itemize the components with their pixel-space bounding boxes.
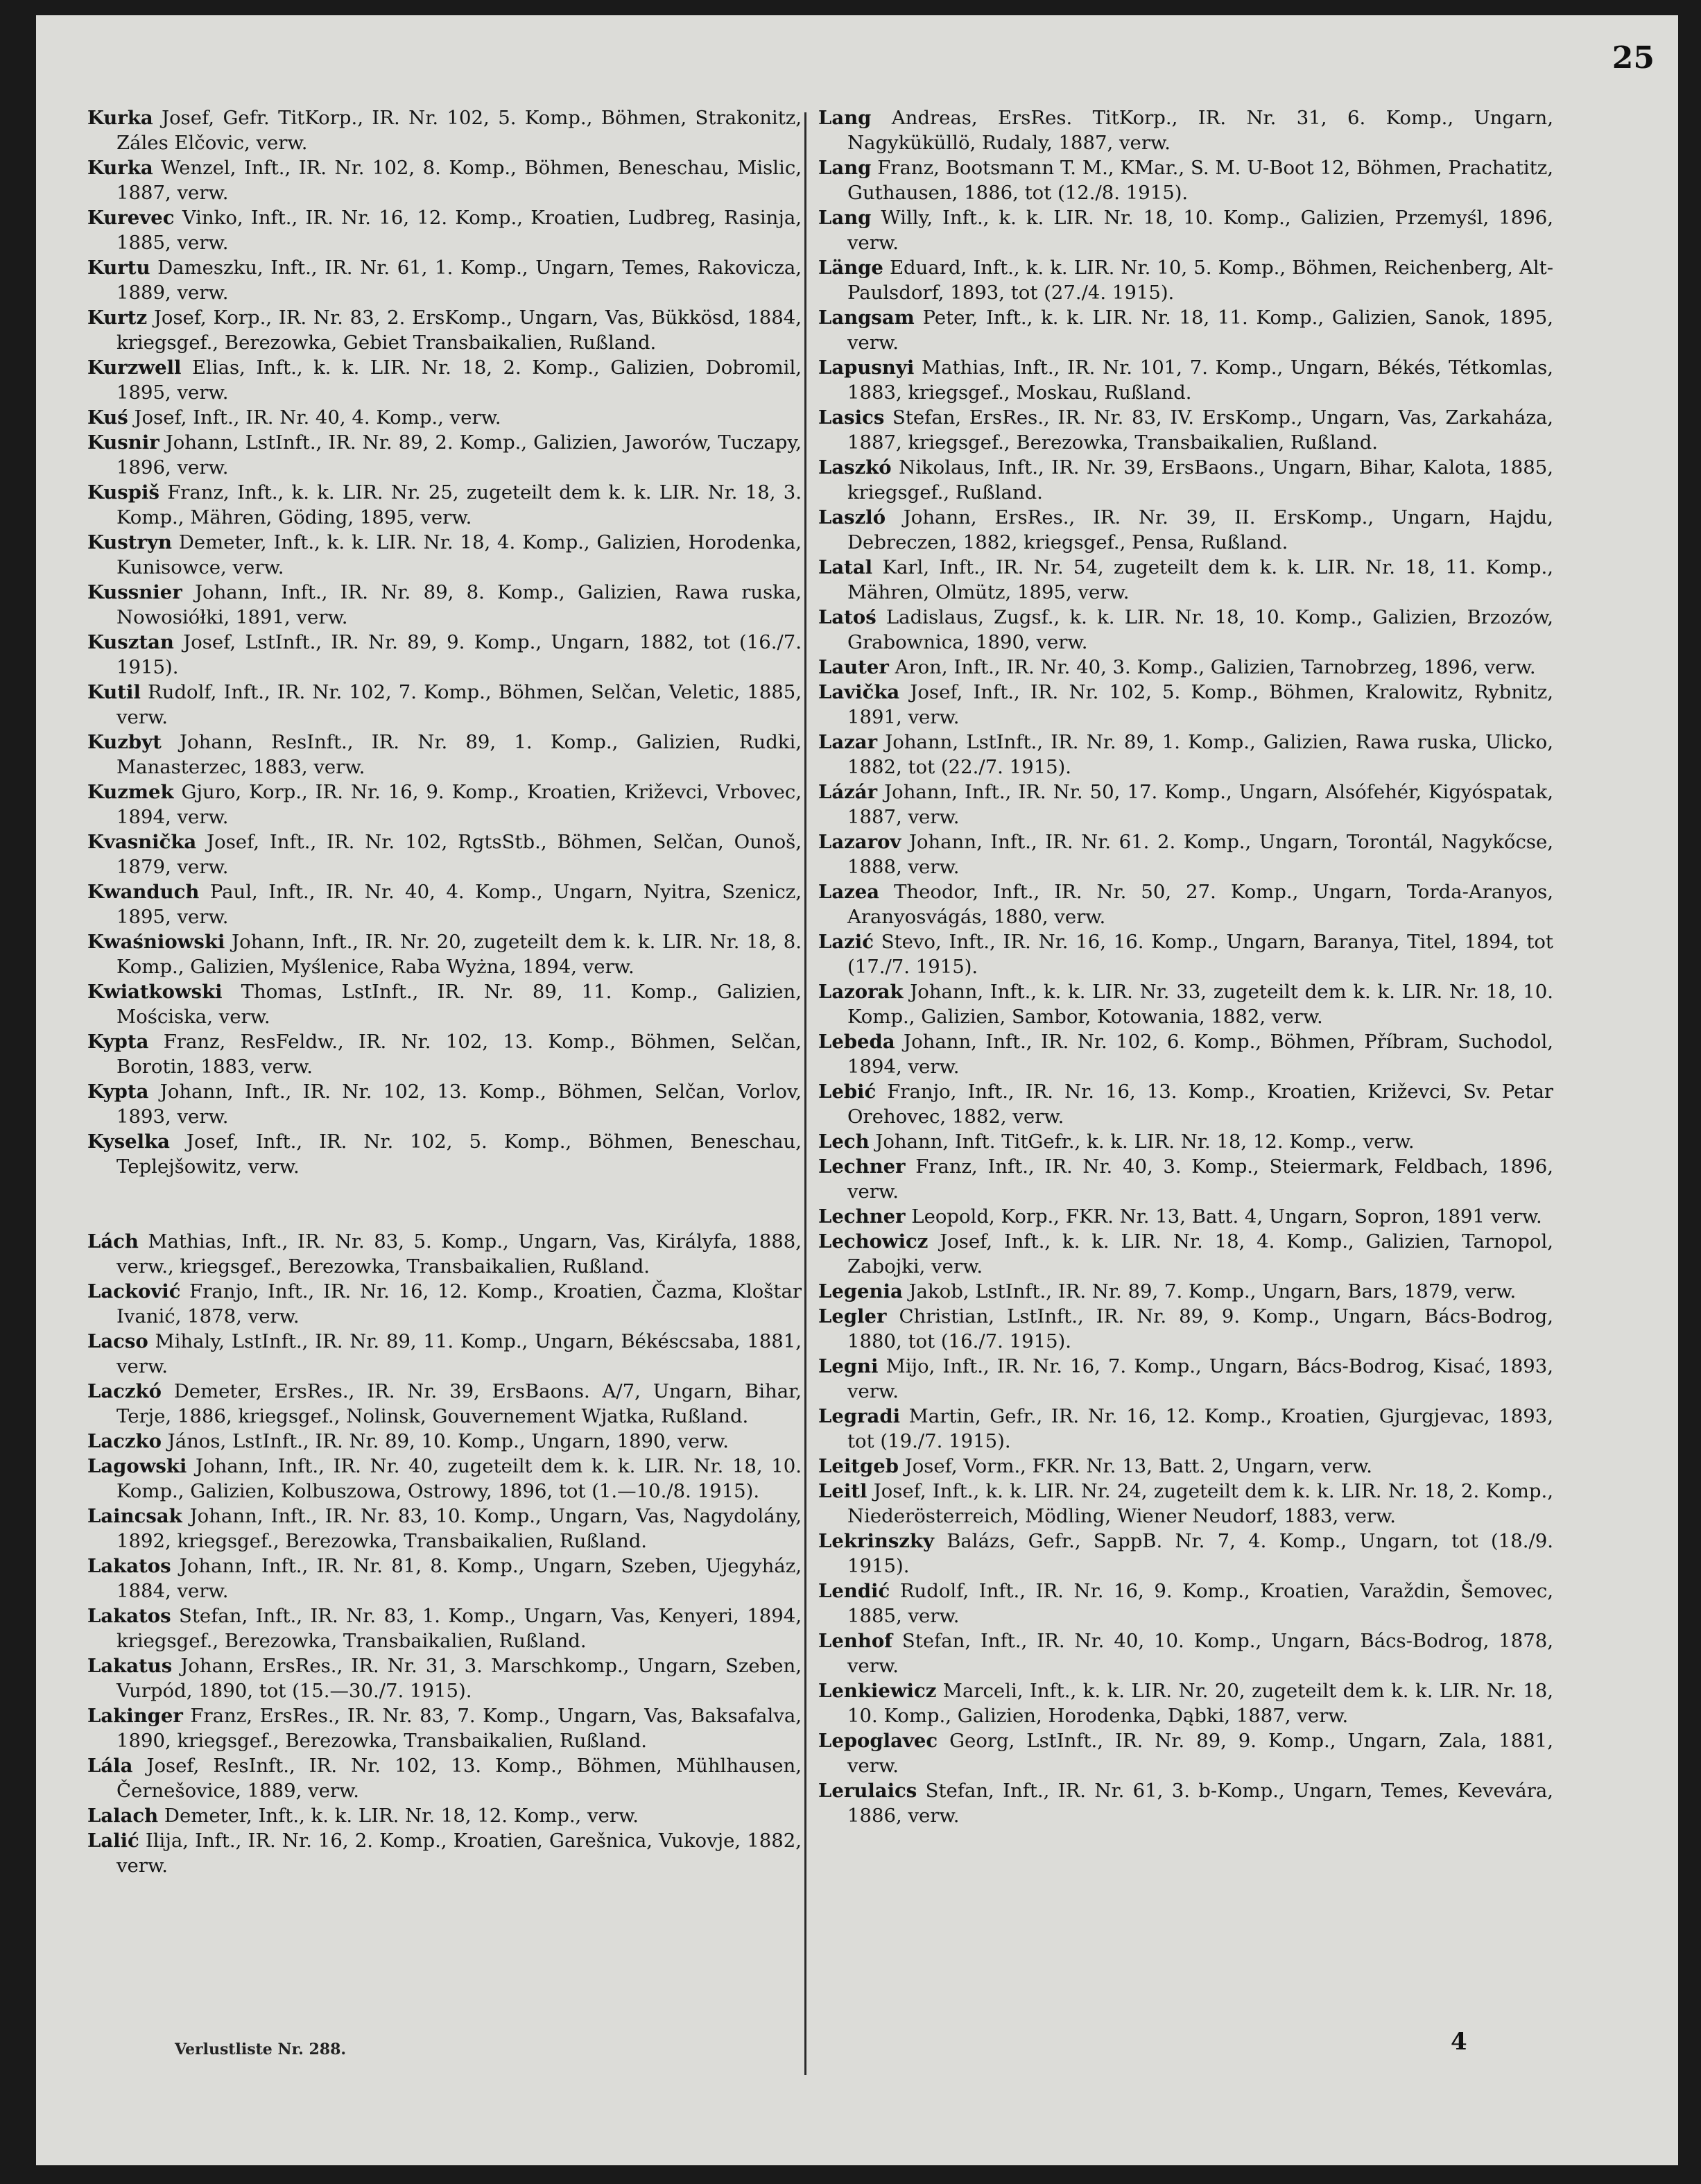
entry-surname: Lechner — [818, 1205, 906, 1228]
entry-surname: Kustryn — [87, 531, 172, 553]
entry-details: Johann, Inft., IR. Nr. 40, zugeteilt dem k. k. LIR. Nr. 18, 10. Komp., Galizien, Kolbuszowa, Ostrowy, 1896, tot (1.—10./8. 1915). — [116, 1455, 802, 1502]
entry-surname: Lauter — [818, 656, 889, 678]
entry-surname: Lapusnyi — [818, 356, 915, 379]
list-entry — [818, 255, 1553, 305]
list-entry — [818, 1129, 1553, 1154]
entry-details: Willy, Inft., k. k. LIR. Nr. 18, 10. Komp., Galizien, Przemyśl, 1896, verw. — [847, 207, 1553, 254]
list-entry — [818, 1678, 1553, 1728]
entry-surname: Kvasnička — [87, 831, 197, 853]
entry-details: Franz, ResFeldw., IR. Nr. 102, 13. Komp., Böhmen, Selčan, Borotin, 1883, verw. — [116, 1031, 802, 1078]
entry-surname: Kyselka — [87, 1130, 170, 1153]
list-entry — [818, 505, 1553, 555]
entry-surname: Kurevec — [87, 207, 175, 229]
entry-surname: Laszló — [818, 506, 886, 528]
entry-details: Demeter, Inft., k. k. LIR. Nr. 18, 4. Komp., Galizien, Horodenka, Kunisowce, verw. — [116, 531, 802, 578]
entry-surname: Laincsak — [87, 1505, 182, 1527]
list-entry — [87, 580, 802, 630]
entry-surname: Lazea — [818, 881, 880, 903]
entry-surname: Lakatos — [87, 1555, 171, 1577]
entry-details: Johann, Inft., IR. Nr. 61. 2. Komp., Ungarn, Torontál, Nagykőcse, 1888, verw. — [847, 831, 1553, 878]
page-number: 25 — [1612, 40, 1655, 76]
entry-details: Johann, Inft., IR. Nr. 20, zugeteilt dem k. k. LIR. Nr. 18, 8. Komp., Galizien, Myślenice, Raba Wyżna, 1894, verw. — [116, 931, 802, 978]
entry-surname: Kypta — [87, 1081, 149, 1103]
entry-surname: Kurtu — [87, 257, 150, 279]
list-entry — [818, 405, 1553, 455]
list-entry — [818, 1728, 1553, 1778]
entry-surname: Lechner — [818, 1155, 906, 1178]
entry-details: Josef, LstInft., IR. Nr. 89, 9. Komp., Ungarn, 1882, tot (16./7. 1915). — [116, 631, 802, 678]
list-entry — [818, 680, 1553, 730]
entry-details: Johann, Inft., IR. Nr. 102, 6. Komp., Böhmen, Příbram, Suchodol, 1894, verw. — [847, 1031, 1553, 1078]
entry-surname: Lakinger — [87, 1705, 183, 1727]
entry-surname: Kurka — [87, 157, 153, 179]
entry-surname: Lendić — [818, 1580, 890, 1602]
entry-surname: Kusztan — [87, 631, 174, 653]
entry-details: Franz, Bootsmann T. M., KMar., S. M. U-Boot 12, Böhmen, Prachatitz, Guthausen, 1886, tot (12./8. 1915). — [847, 157, 1553, 204]
list-entry — [818, 1304, 1553, 1354]
list-entry — [87, 780, 802, 829]
entry-details: Stefan, Inft., IR. Nr. 83, 1. Komp., Ungarn, Vas, Kenyeri, 1894, kriegsgef., Berezowka, Transbaikalien, Rußland. — [116, 1605, 802, 1652]
list-entry — [818, 1479, 1553, 1529]
list-entry — [818, 605, 1553, 655]
signature-mark: 4 — [1451, 2028, 1467, 2056]
list-entry — [818, 355, 1553, 405]
entry-surname: Kwanduch — [87, 881, 200, 903]
list-entry — [818, 305, 1553, 355]
entry-surname: Lerulaics — [818, 1780, 917, 1802]
entry-surname: Legradi — [818, 1405, 901, 1427]
left-column — [87, 105, 802, 1878]
entry-surname: Länge — [818, 257, 883, 279]
entry-details: Demeter, Inft., k. k. LIR. Nr. 18, 12. Komp., verw. — [158, 1805, 639, 1827]
list-entry — [87, 1279, 802, 1329]
list-entry — [818, 1229, 1553, 1279]
entry-details: Josef, Korp., IR. Nr. 83, 2. ErsKomp., Ungarn, Vas, Bükkösd, 1884, kriegsgef., Berezowka, Gebiet Transbaikalien, Rußland. — [116, 307, 802, 354]
entry-details: Martin, Gefr., IR. Nr. 16, 12. Komp., Kroatien, Gjurgjevac, 1893, tot (19./7. 1915). — [847, 1405, 1553, 1452]
entry-details: Paul, Inft., IR. Nr. 40, 4. Komp., Ungarn, Nyitra, Szenicz, 1895, verw. — [116, 881, 802, 928]
list-entry — [87, 480, 802, 530]
entry-details: Wenzel, Inft., IR. Nr. 102, 8. Komp., Böhmen, Beneschau, Mislic, 1887, verw. — [116, 157, 802, 204]
list-entry — [818, 155, 1553, 205]
entry-surname: Kusnir — [87, 431, 159, 454]
entry-details: Mathias, Inft., IR. Nr. 101, 7. Komp., Ungarn, Békés, Tétkomlas, 1883, kriegsgef., Moskau, Rußland. — [847, 356, 1553, 404]
entry-surname: Kuś — [87, 406, 128, 429]
entry-details: Johann, LstInft., IR. Nr. 89, 2. Komp., Galizien, Jaworów, Tuczapy, 1896, verw. — [116, 431, 802, 479]
entry-details: Ladislaus, Zugsf., k. k. LIR. Nr. 18, 10. Komp., Galizien, Brzozów, Grabownica, 1890, verw. — [847, 606, 1553, 653]
list-entry — [87, 1653, 802, 1703]
list-entry — [87, 680, 802, 730]
list-entry — [818, 730, 1553, 780]
entry-details: Rudolf, Inft., IR. Nr. 102, 7. Komp., Böhmen, Selčan, Veletic, 1885, verw. — [116, 681, 802, 728]
entry-details: Johann, ErsRes., IR. Nr. 31, 3. Marschkomp., Ungarn, Szeben, Vurpód, 1890, tot (15.—30./7. 1915). — [116, 1655, 802, 1702]
entry-surname: Lacković — [87, 1280, 181, 1302]
list-entry — [87, 1029, 802, 1079]
entry-surname: Kuspiš — [87, 481, 159, 504]
list-entry — [87, 305, 802, 355]
list-entry — [87, 1828, 802, 1878]
list-entry — [87, 530, 802, 580]
entry-details: Josef, Inft., k. k. LIR. Nr. 24, zugeteilt dem k. k. LIR. Nr. 18, 2. Komp., Niederösterreich, Mödling, Wiener Neudorf, 1883, verw. — [847, 1480, 1553, 1527]
entry-details: Johann, Inft., IR. Nr. 89, 8. Komp., Galizien, Rawa ruska, Nowosiółki, 1891, verw. — [116, 581, 802, 628]
list-entry — [87, 1129, 802, 1179]
entry-surname: Kwaśniowski — [87, 931, 225, 953]
entry-surname: Legenia — [818, 1280, 903, 1302]
entry-details: Franz, Inft., IR. Nr. 40, 3. Komp., Steiermark, Feldbach, 1896, verw. — [847, 1155, 1553, 1203]
entry-surname: Lazić — [818, 931, 874, 953]
entry-details: Franjo, Inft., IR. Nr. 16, 12. Komp., Kroatien, Čazma, Kloštar Ivanić, 1878, verw. — [116, 1280, 802, 1327]
entry-details: Marceli, Inft., k. k. LIR. Nr. 20, zugeteilt dem k. k. LIR. Nr. 18, 10. Komp., Galizien, Horodenka, Dąbki, 1887, verw. — [847, 1680, 1553, 1727]
list-entry — [818, 1628, 1553, 1678]
list-entry — [87, 929, 802, 979]
list-entry — [87, 205, 802, 255]
list-entry — [87, 405, 802, 430]
entry-surname: Lang — [818, 157, 872, 179]
list-entry — [818, 1354, 1553, 1404]
entry-details: Vinko, Inft., IR. Nr. 16, 12. Komp., Kroatien, Ludbreg, Rasinja, 1885, verw. — [116, 207, 802, 254]
entry-details: Elias, Inft., k. k. LIR. Nr. 18, 2. Komp., Galizien, Dobromil, 1895, verw. — [116, 356, 802, 404]
entry-surname: Lenkiewicz — [818, 1680, 937, 1702]
list-entry — [818, 829, 1553, 879]
entry-surname: Kwiatkowski — [87, 981, 223, 1003]
entry-details: Josef, Inft., IR. Nr. 102, RgtsStb., Böhmen, Selčan, Ounoš, 1879, verw. — [116, 831, 802, 878]
list-entry — [87, 1603, 802, 1653]
entry-details: Johann, Inft., k. k. LIR. Nr. 33, zugeteilt dem k. k. LIR. Nr. 18, 10. Komp., Galizien, Sambor, Kotowania, 1882, verw. — [847, 981, 1553, 1028]
entry-surname: Lacso — [87, 1330, 148, 1352]
entry-surname: Kurtz — [87, 307, 148, 329]
list-entry — [818, 205, 1553, 255]
entry-details: Josef, ResInft., IR. Nr. 102, 13. Komp., Böhmen, Mühlhausen, Černešovice, 1889, verw. — [116, 1755, 802, 1802]
right-column — [818, 105, 1553, 1828]
list-entry — [87, 1079, 802, 1129]
entry-surname: Lang — [818, 207, 872, 229]
entry-details: Johann, Inft., IR. Nr. 102, 13. Komp., Böhmen, Selčan, Vorlov, 1893, verw. — [116, 1081, 802, 1128]
entry-surname: Lech — [818, 1130, 870, 1153]
list-entry — [87, 630, 802, 680]
list-entry — [87, 1229, 802, 1279]
list-entry — [87, 1504, 802, 1554]
entry-surname: Lázár — [818, 781, 878, 803]
list-entry — [818, 1154, 1553, 1204]
document-page — [36, 15, 1678, 2165]
entry-details: Karl, Inft., IR. Nr. 54, zugeteilt dem k. k. LIR. Nr. 18, 11. Komp., Mähren, Olmütz, 1895, verw. — [847, 556, 1553, 603]
list-entry — [87, 829, 802, 879]
entry-details: Aron, Inft., IR. Nr. 40, 3. Komp., Galizien, Tarnobrzeg, 1896, verw. — [888, 656, 1536, 678]
entry-details: Josef, Vorm., FKR. Nr. 13, Batt. 2, Ungarn, verw. — [898, 1455, 1372, 1477]
entry-details: Johann, LstInft., IR. Nr. 89, 1. Komp., Galizien, Rawa ruska, Ulicko, 1882, tot (22./7. 1915). — [847, 731, 1553, 778]
entry-details: Josef, Inft., IR. Nr. 40, 4. Komp., verw. — [128, 406, 501, 429]
entry-details: Johann, Inft., IR. Nr. 81, 8. Komp., Ungarn, Szeben, Ujegyház, 1884, verw. — [116, 1555, 802, 1602]
entry-details: Johann, Inft. TitGefr., k. k. LIR. Nr. 18, 12. Komp., verw. — [869, 1130, 1415, 1153]
list-entry — [87, 1753, 802, 1803]
entry-details: Mijo, Inft., IR. Nr. 16, 7. Komp., Ungarn, Bács-Bodrog, Kisać, 1893, verw. — [847, 1355, 1553, 1402]
entry-details: Eduard, Inft., k. k. LIR. Nr. 10, 5. Komp., Böhmen, Reichenberg, Alt-Paulsdorf, 1893, tot (27./4. 1915). — [847, 257, 1553, 304]
list-entry — [818, 105, 1553, 155]
list-entry — [87, 105, 802, 155]
entry-details: Josef, Inft., IR. Nr. 102, 5. Komp., Böhmen, Kralowitz, Rybnitz, 1891, verw. — [847, 681, 1553, 728]
entry-surname: Leitgeb — [818, 1455, 899, 1477]
list-entry — [818, 1454, 1553, 1479]
entry-details: Franz, ErsRes., IR. Nr. 83, 7. Komp., Ungarn, Vas, Baksafalva, 1890, kriegsgef., Berezowka, Transbaikalien, Rußland. — [116, 1705, 802, 1752]
list-entry — [818, 929, 1553, 979]
entry-surname: Lenhof — [818, 1630, 892, 1652]
entry-details: Mathias, Inft., IR. Nr. 83, 5. Komp., Ungarn, Vas, Királyfa, 1888, verw., kriegsgef., Berezowka, Transbaikalien, Rußland. — [116, 1230, 802, 1278]
entry-surname: Kussnier — [87, 581, 182, 603]
entry-details: Stevo, Inft., IR. Nr. 16, 16. Komp., Ungarn, Baranya, Titel, 1894, tot (17./7. 1915). — [847, 931, 1553, 978]
list-entry — [87, 430, 802, 480]
list-entry — [818, 1279, 1553, 1304]
entry-surname: Lebić — [818, 1081, 877, 1103]
entry-surname: Lechowicz — [818, 1230, 929, 1253]
list-entry — [87, 1329, 802, 1379]
entry-details: Thomas, LstInft., IR. Nr. 89, 11. Komp., Galizien, Mościska, verw. — [116, 981, 802, 1028]
entry-details: Johann, ErsRes., IR. Nr. 39, II. ErsKomp., Ungarn, Hajdu, Debreczen, 1882, kriegsgef., Pensa, Rußland. — [847, 506, 1553, 553]
entry-details: Stefan, Inft., IR. Nr. 61, 3. b-Komp., Ungarn, Temes, Kevevára, 1886, verw. — [847, 1780, 1553, 1827]
entry-details: Johann, ResInft., IR. Nr. 89, 1. Komp., Galizien, Rudki, Manasterzec, 1883, verw. — [116, 731, 802, 778]
list-entry — [87, 355, 802, 405]
list-entry — [818, 879, 1553, 929]
list-entry — [818, 780, 1553, 829]
entry-details: Dameszku, Inft., IR. Nr. 61, 1. Komp., Ungarn, Temes, Rakovicza, 1889, verw. — [116, 257, 802, 304]
entry-surname: Lasics — [818, 406, 885, 429]
entry-surname: Lakatos — [87, 1605, 171, 1627]
entry-surname: Laczko — [87, 1430, 162, 1452]
entry-details: Andreas, ErsRes. TitKorp., IR. Nr. 31, 6. Komp., Ungarn, Nagyküküllö, Rudaly, 1887, verw. — [847, 107, 1553, 154]
column-divider — [804, 112, 806, 2075]
entry-details: Josef, Inft., k. k. LIR. Nr. 18, 4. Komp., Galizien, Tarnopol, Zabojki, verw. — [847, 1230, 1553, 1278]
entry-surname: Lazorak — [818, 981, 904, 1003]
entry-details: Rudolf, Inft., IR. Nr. 16, 9. Komp., Kroatien, Varaždin, Šemovec, 1885, verw. — [847, 1580, 1553, 1627]
entry-surname: Lebeda — [818, 1031, 895, 1053]
entry-details: Georg, LstInft., IR. Nr. 89, 9. Komp., Ungarn, Zala, 1881, verw. — [847, 1730, 1553, 1777]
list-entry — [818, 1529, 1553, 1579]
entry-surname: Lazarov — [818, 831, 901, 853]
entry-surname: Kutil — [87, 681, 141, 703]
entry-details: Franjo, Inft., IR. Nr. 16, 13. Komp., Kroatien, Križevci, Sv. Petar Orehovec, 1882, verw. — [847, 1081, 1553, 1128]
entry-surname: Kypta — [87, 1031, 149, 1053]
entry-details: Josef, Gefr. TitKorp., IR. Nr. 102, 5. Komp., Böhmen, Strakonitz, Záles Elčovic, verw. — [116, 107, 802, 154]
list-entry — [87, 1703, 802, 1753]
list-entry — [87, 879, 802, 929]
entry-details: Mihaly, LstInft., IR. Nr. 89, 11. Komp., Ungarn, Békéscsaba, 1881, verw. — [116, 1330, 802, 1377]
entry-details: Gjuro, Korp., IR. Nr. 16, 9. Komp., Kroatien, Križevci, Vrbovec, 1894, verw. — [116, 781, 802, 828]
entry-surname: Langsam — [818, 307, 915, 329]
list-entry — [818, 555, 1553, 605]
list-entry — [87, 1379, 802, 1429]
entry-details: Leopold, Korp., FKR. Nr. 13, Batt. 4, Ungarn, Sopron, 1891 verw. — [905, 1205, 1542, 1228]
entry-details: Christian, LstInft., IR. Nr. 89, 9. Komp., Ungarn, Bács-Bodrog, 1880, tot (16./7. 1915). — [847, 1305, 1553, 1352]
entry-surname: Laszkó — [818, 456, 892, 479]
entry-surname: Lalach — [87, 1805, 159, 1827]
entry-details: Demeter, ErsRes., IR. Nr. 39, ErsBaons. A/7, Ungarn, Bihar, Terje, 1886, kriegsgef., Nolinsk, Gouvernement Wjatka, Rußland. — [116, 1380, 802, 1427]
entry-surname: Kurka — [87, 107, 153, 129]
entry-details: Nikolaus, Inft., IR. Nr. 39, ErsBaons., Ungarn, Bihar, Kalota, 1885, kriegsgef., Rußland. — [847, 456, 1553, 504]
list-entry — [818, 455, 1553, 505]
entry-surname: Lekrinszky — [818, 1530, 934, 1552]
entry-surname: Lakatus — [87, 1655, 173, 1677]
entry-surname: Legni — [818, 1355, 879, 1377]
entry-surname: Lagowski — [87, 1455, 187, 1477]
entry-surname: Lalić — [87, 1830, 139, 1852]
entry-surname: Kurzwell — [87, 356, 182, 379]
entry-details: Ilija, Inft., IR. Nr. 16, 2. Komp., Kroatien, Garešnica, Vukovje, 1882, verw. — [116, 1830, 802, 1877]
list-entry — [87, 255, 802, 305]
list-entry — [87, 1454, 802, 1504]
footer-note: Verlustliste Nr. 288. — [175, 2040, 347, 2058]
entry-surname: Latal — [818, 556, 873, 578]
entry-details: Johann, Inft., IR. Nr. 83, 10. Komp., Ungarn, Vas, Nagydolány, 1892, kriegsgef., Berezowka, Transbaikalien, Rußland. — [116, 1505, 802, 1552]
entry-surname: Lavička — [818, 681, 900, 703]
entry-details: Theodor, Inft., IR. Nr. 50, 27. Komp., Ungarn, Torda-Aranyos, Aranyosvágás, 1880, verw. — [847, 881, 1553, 928]
entry-details: Franz, Inft., k. k. LIR. Nr. 25, zugeteilt dem k. k. LIR. Nr. 18, 3. Komp., Mähren, Göding, 1895, verw. — [116, 481, 802, 528]
entry-surname: Kuzbyt — [87, 731, 162, 753]
entry-surname: Lepoglavec — [818, 1730, 938, 1752]
entry-details: Peter, Inft., k. k. LIR. Nr. 18, 11. Komp., Galizien, Sanok, 1895, verw. — [847, 307, 1553, 354]
list-entry — [87, 1429, 802, 1454]
section-gap — [87, 1179, 802, 1229]
entry-details: Stefan, Inft., IR. Nr. 40, 10. Komp., Ungarn, Bács-Bodrog, 1878, verw. — [847, 1630, 1553, 1677]
entry-details: Johann, Inft., IR. Nr. 50, 17. Komp., Ungarn, Alsófehér, Kigyóspatak, 1887, verw. — [847, 781, 1553, 828]
list-entry — [818, 1079, 1553, 1129]
entry-details: Stefan, ErsRes., IR. Nr. 83, IV. ErsKomp., Ungarn, Vas, Zarkaháza, 1887, kriegsgef., Berezowka, Transbaikalien, Rußland. — [847, 406, 1553, 454]
entry-surname: Laczkó — [87, 1380, 162, 1402]
entry-surname: Legler — [818, 1305, 887, 1327]
list-entry — [818, 979, 1553, 1029]
entry-details: Jakob, LstInft., IR. Nr. 89, 7. Komp., Ungarn, Bars, 1879, verw. — [902, 1280, 1517, 1302]
list-entry — [87, 1803, 802, 1828]
entry-surname: Lazar — [818, 731, 878, 753]
list-entry — [818, 1204, 1553, 1229]
list-entry — [87, 1554, 802, 1603]
list-entry — [87, 979, 802, 1029]
list-entry — [818, 655, 1553, 680]
entry-details: János, LstInft., IR. Nr. 89, 10. Komp., Ungarn, 1890, verw. — [161, 1430, 729, 1452]
list-entry — [818, 1778, 1553, 1828]
list-entry — [87, 730, 802, 780]
list-entry — [818, 1579, 1553, 1628]
entry-surname: Lang — [818, 107, 872, 129]
entry-details: Balázs, Gefr., SappB. Nr. 7, 4. Komp., Ungarn, tot (18./9. 1915). — [847, 1530, 1553, 1577]
entry-surname: Lách — [87, 1230, 139, 1253]
list-entry — [818, 1029, 1553, 1079]
entry-surname: Lála — [87, 1755, 133, 1777]
entry-surname: Latoś — [818, 606, 877, 628]
entry-surname: Leitl — [818, 1480, 867, 1502]
entry-details: Josef, Inft., IR. Nr. 102, 5. Komp., Böhmen, Beneschau, Teplejšowitz, verw. — [116, 1130, 802, 1178]
list-entry — [818, 1404, 1553, 1454]
entry-surname: Kuzmek — [87, 781, 174, 803]
list-entry — [87, 155, 802, 205]
